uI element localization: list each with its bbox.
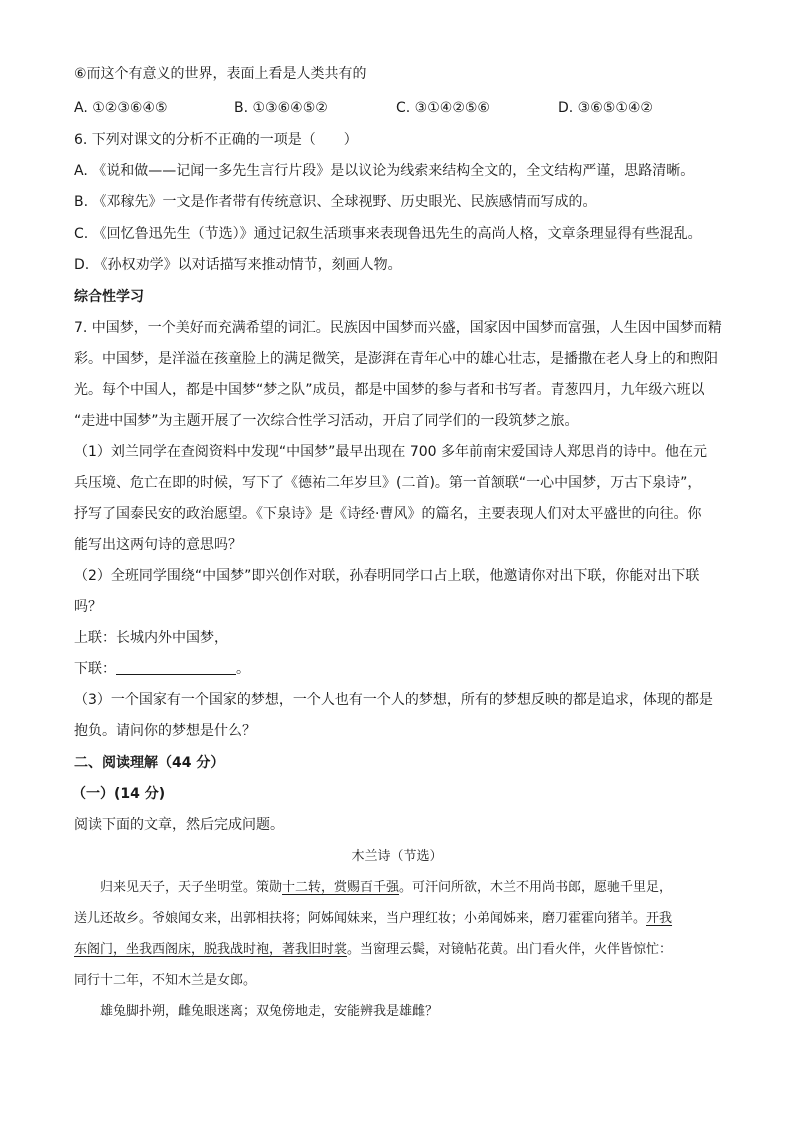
q5-option-a: A. ①②③⑥④⑤ xyxy=(74,100,168,116)
q7-intro-line: 彩。中国梦，是洋溢在孩童脸上的满足微笑，是澎湃在青年心中的雄心壮志，是播撒在老人身上的和煦阳 xyxy=(74,351,718,367)
poem-line: 雄兔脚扑朔，雌兔眼迷离；双兔傍地走，安能辨我是雄雌？ xyxy=(100,1004,439,1019)
q7-part1-line: 能写出这两句诗的意思吗？ xyxy=(74,537,242,553)
q7-part2-line: 吗？ xyxy=(74,599,102,615)
underlined-phrase: 开我 xyxy=(646,911,673,926)
couplet-lower-label: 下联： xyxy=(74,661,116,677)
subsection-heading: （一）(14 分) xyxy=(72,786,166,802)
reading-instruction: 阅读下面的文章，然后完成问题。 xyxy=(74,817,284,833)
q6-option-c: C. 《回忆鲁迅先生（节选）》通过记叙生活琐事来表现鲁迅先生的高尚人格，文章条理显得有些混乱。 xyxy=(74,226,702,242)
q5-option-b: B. ①③⑥④⑤② xyxy=(234,100,328,116)
answer-blank[interactable] xyxy=(116,660,236,675)
underlined-phrase: 东阁门，坐我西阁床，脱我战时袍，著我旧时裳 xyxy=(74,942,348,957)
q6-option-b: B. 《邓稼先》一文是作者带有传统意识、全球视野、历史眼光、民族感情而写成的。 xyxy=(74,194,597,210)
q7-part3-line: （3）一个国家有一个国家的梦想，一个人也有一个人的梦想，所有的梦想反映的都是追求，体现的都是 xyxy=(74,692,713,708)
couplet-upper: 上联：长城内外中国梦， xyxy=(74,630,228,646)
q6-stem: 6. 下列对课文的分析不正确的一项是（ ） xyxy=(74,132,358,148)
q7-part1-line: （1）刘兰同学在查阅资料中发现“中国梦”最早出现在 700 多年前南宋爱国诗人郑思肖的诗中。他在元 xyxy=(74,444,708,460)
q7-part1-line: 抒写了国泰民安的政治愿望。《下泉诗》是《诗经·曹风》的篇名，主要表现人们对太平盛世的向往。你 xyxy=(74,506,702,522)
q7-intro-line: 光。每个中国人，都是中国梦“梦之队”成员，都是中国梦的参与者和书写者。青葱四月，九年级六班以 xyxy=(74,382,705,398)
poem-line: 东阁门，坐我西阁床，脱我战时袍，著我旧时裳。当窗理云鬓，对镜帖花黄。出门看火伴，火伴皆惊忙： xyxy=(74,942,673,957)
q7-intro-line: 7. 中国梦，一个美好而充满希望的词汇。民族因中国梦而兴盛，国家因中国梦而富强，人生因中国梦而精 xyxy=(74,320,722,336)
section-heading-reading: 二、阅读理解（44 分） xyxy=(74,755,225,771)
couplet-lower-end: 。 xyxy=(236,661,250,677)
q5-option-d: D. ③⑥⑤①④② xyxy=(558,100,653,116)
underlined-phrase: 十二转，赏赐百千强 xyxy=(282,880,400,895)
q7-part1-line: 兵压境、危亡在即的时候，写下了《德祐二年岁旦》(二首)。第一首颔联“一心中国梦，万古下泉诗”， xyxy=(74,475,702,491)
q7-intro-line: “走进中国梦”为主题开展了一次综合性学习活动，开启了同学们的一段筑梦之旅。 xyxy=(74,413,579,429)
q7-part3-line: 抱负。请问你的梦想是什么？ xyxy=(74,723,256,739)
poem-line: 归来见天子，天子坐明堂。策勋十二转，赏赐百千强。可汗问所欲，木兰不用尚书郎，愿驰千里足， xyxy=(100,880,673,895)
section-heading-comprehensive: 综合性学习 xyxy=(74,289,144,305)
q5-option-c: C. ③①④②⑤⑥ xyxy=(396,100,490,116)
poem-line: 同行十二年，不知木兰是女郎。 xyxy=(74,973,257,988)
q6-option-d: D. 《孙权劝学》以对话描写来推动情节，刻画人物。 xyxy=(74,257,402,273)
q6-option-a: A. 《说和做——记闻一多先生言行片段》是以议论为线索来结构全文的，全文结构严谨，思路清晰。 xyxy=(74,163,695,179)
poem-line: 送儿还故乡。爷娘闻女来，出郭相扶将；阿姊闻妹来，当户理红妆；小弟闻姊来，磨刀霍霍向猪羊。开我 xyxy=(74,911,673,926)
couplet-lower xyxy=(74,659,250,679)
q5-item6: ⑥而这个有意义的世界，表面上看是人类共有的 xyxy=(74,66,367,82)
poem-title: 木兰诗（节选） xyxy=(351,849,443,864)
q7-part2-line: （2）全班同学围绕“中国梦”即兴创作对联，孙春明同学口占上联，他邀请你对出下联，你能对出下联 xyxy=(74,568,700,584)
